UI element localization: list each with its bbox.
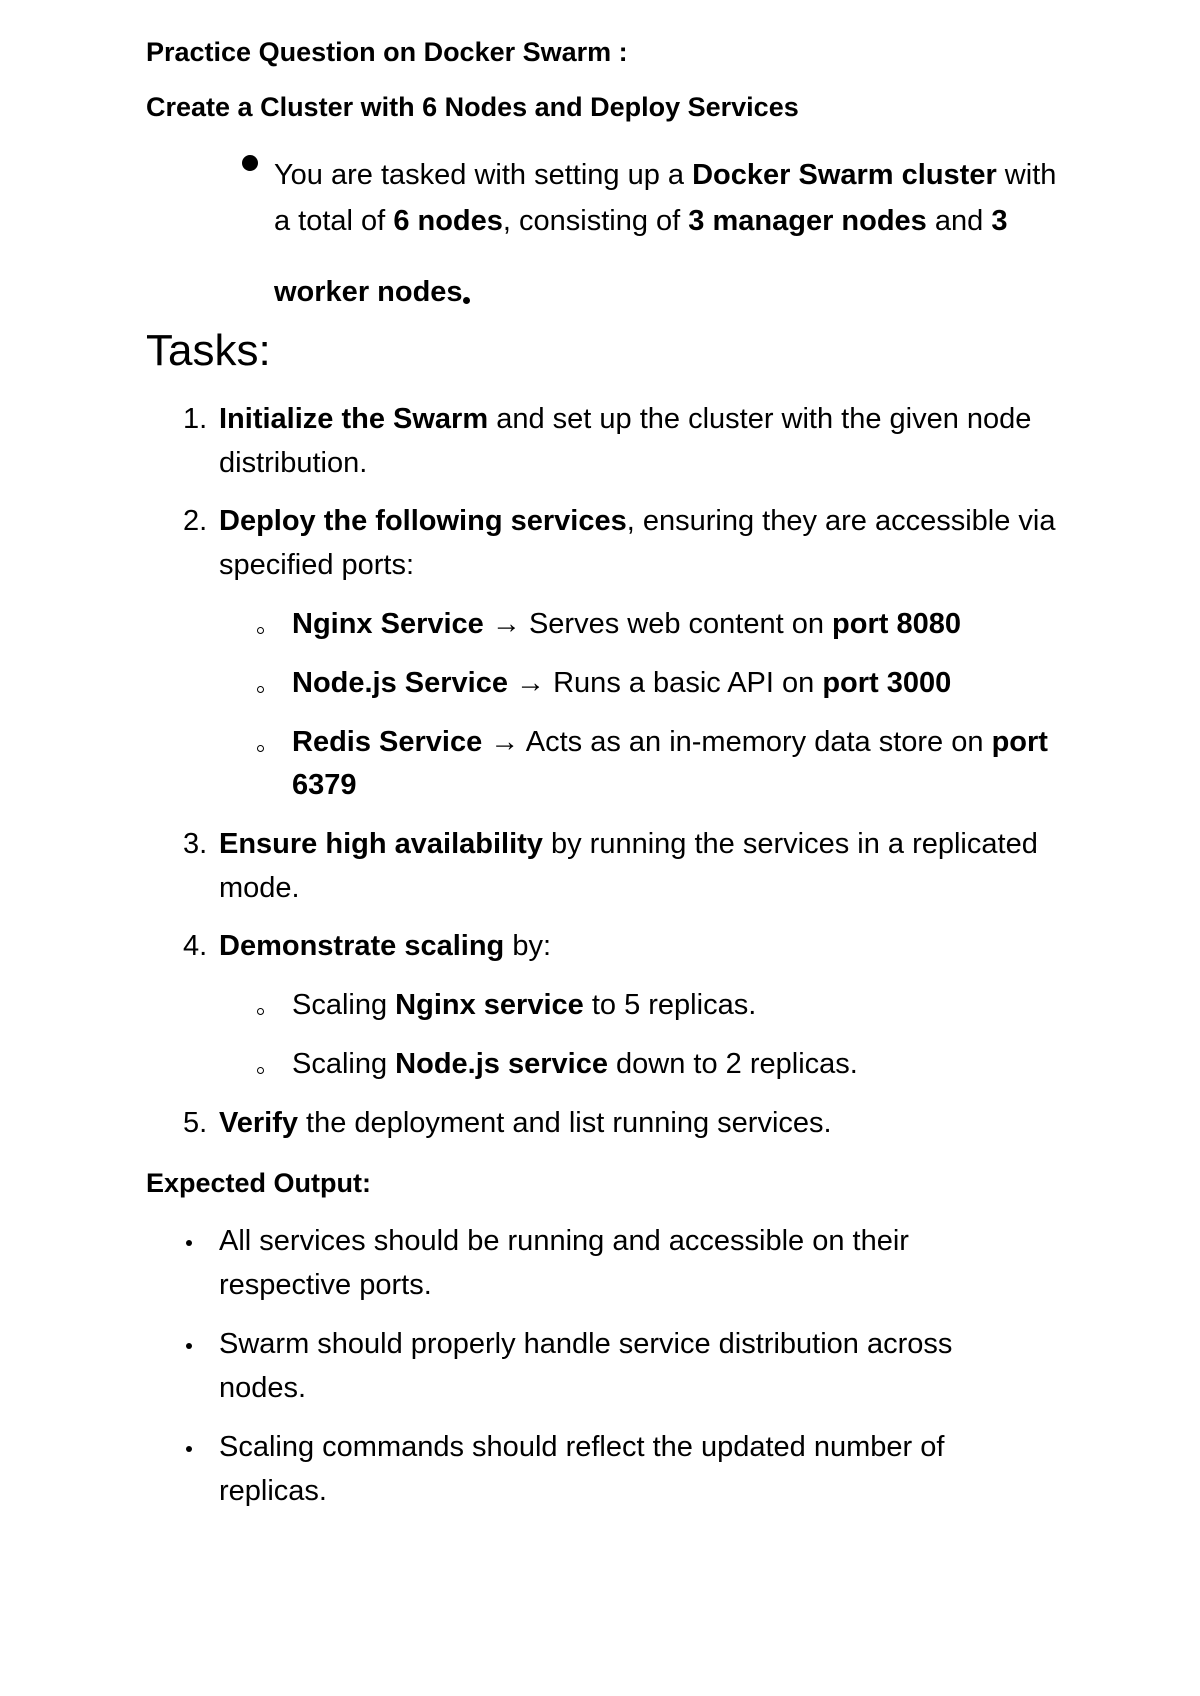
list-number: 3.	[183, 828, 208, 860]
circle-bullet-icon	[257, 1067, 264, 1074]
task-1-line-1: Initialize the Swarm and set up the cluster with the given node	[219, 403, 1032, 435]
service-nginx: Nginx Service → Serves web content on port 8080	[292, 608, 961, 640]
task-3-line-1: Ensure high availability by running the services in a replicated	[219, 828, 1038, 860]
tasks-heading: Tasks:	[146, 326, 271, 375]
task-1-line-2: distribution.	[219, 447, 368, 479]
expected-3-line-2: replicas.	[219, 1475, 327, 1507]
intro-line-3: worker nodes	[274, 276, 463, 308]
expected-output-heading: Expected Output:	[146, 1168, 372, 1198]
list-number: 1.	[183, 403, 208, 435]
task-2-line-1: Deploy the following services, ensuring they are accessible via	[219, 505, 1056, 537]
scale-nginx: Scaling Nginx service to 5 replicas.	[292, 989, 757, 1021]
bullet-icon	[242, 155, 258, 171]
document-subtitle: Create a Cluster with 6 Nodes and Deploy Services	[146, 92, 799, 122]
intro-line-1: You are tasked with setting up a Docker Swarm cluster with	[274, 159, 1057, 191]
circle-bullet-icon	[257, 745, 264, 752]
task-5-line-1: Verify the deployment and list running services.	[219, 1107, 832, 1139]
circle-bullet-icon	[257, 1008, 264, 1015]
service-redis-line-1: Redis Service → Acts as an in-memory data store on port	[292, 726, 1048, 758]
bullet-icon	[186, 1446, 192, 1452]
service-redis-line-2: 6379	[292, 769, 357, 801]
list-number: 5.	[183, 1107, 208, 1139]
list-number: 2.	[183, 505, 208, 537]
task-2-line-2: specified ports:	[219, 549, 415, 581]
circle-bullet-icon	[257, 627, 264, 634]
scale-nodejs: Scaling Node.js service down to 2 replicas.	[292, 1048, 858, 1080]
bullet-icon	[186, 1240, 192, 1246]
expected-3-line-1: Scaling commands should reflect the updated number of	[219, 1431, 945, 1463]
expected-1-line-2: respective ports.	[219, 1269, 432, 1301]
expected-2-line-1: Swarm should properly handle service distribution across	[219, 1328, 953, 1360]
circle-bullet-icon	[257, 686, 264, 693]
task-3-line-2: mode.	[219, 872, 300, 904]
expected-1-line-1: All services should be running and accessible on their	[219, 1225, 909, 1257]
task-4-line-1: Demonstrate scaling by:	[219, 930, 552, 962]
bullet-icon	[186, 1343, 192, 1349]
expected-2-line-2: nodes.	[219, 1372, 307, 1404]
intro-line-2: a total of 6 nodes, consisting of 3 manager nodes and 3	[274, 205, 1008, 237]
period-dot	[463, 297, 470, 304]
list-number: 4.	[183, 930, 208, 962]
document-title: Practice Question on Docker Swarm :	[146, 37, 628, 67]
service-nodejs: Node.js Service → Runs a basic API on port 3000	[292, 667, 952, 699]
